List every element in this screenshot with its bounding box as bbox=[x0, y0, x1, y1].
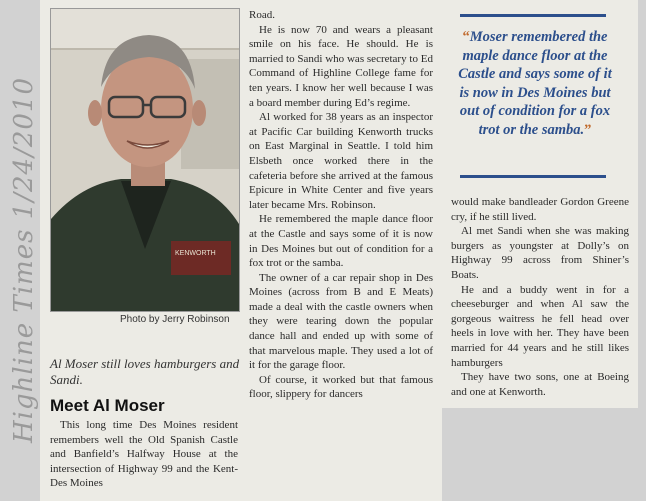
article-column-1 bbox=[50, 418, 238, 491]
paragraph: He and a buddy went in for a cheeseburger and when Al saw the gorgeous waitress he fell head over heels in love with her. They have been married for 44 years and he still likes hamburgers bbox=[451, 283, 629, 369]
paragraph: The owner of a car repair shop in Des Moines (across from B and E Meats) made a deal with the castle owners when they were tearing down the popular dance hall and ended up with some of that marvelous maple. They used a lot of it for the garage floor. bbox=[249, 271, 433, 372]
paragraph: This long time Des Moines resident remembers well the Old Spanish Castle and Banfield’s Halfway House at the intersection of Highway 99 and the Kent-Des Moines bbox=[50, 419, 238, 490]
paragraph: He is now 70 and wears a pleasant smile on his face. He should. He is married to Sandi who was secretary to Ed Command of Highline College fame for ten years. I know her well because I was a board member during Ed’s regime. bbox=[249, 23, 433, 109]
paragraph: Al met Sandi when she was making burgers as youngster at Dolly’s on Highway 99 across from Shiner’s Boats. bbox=[451, 225, 629, 281]
handwritten-note bbox=[4, 76, 44, 444]
portrait-photo bbox=[50, 8, 240, 312]
paragraph: He remembered the maple dance floor at the Castle and says some of it is now in Des Moines but out of condition for a fox trot or the samba. bbox=[249, 213, 433, 270]
pull-quote bbox=[458, 28, 612, 139]
open-quote-mark: “ bbox=[462, 29, 470, 45]
article-column-2 bbox=[249, 8, 433, 402]
photo-credit: Photo by Jerry Robinson bbox=[120, 314, 230, 325]
article-headline: Meet Al Moser bbox=[50, 396, 165, 415]
paragraph: Of course, it worked but that famous floor, slippery for dancers bbox=[249, 373, 433, 401]
pullquote-rule-bottom bbox=[460, 175, 606, 178]
handwritten-date-label: Highline Times 1/24/2010 bbox=[9, 76, 39, 444]
paragraph: would make bandleader Gordon Greene cry, if he still lived. bbox=[451, 196, 629, 223]
pullquote-rule-top bbox=[460, 14, 606, 17]
cap-logo-label: KENWORTH bbox=[175, 250, 216, 257]
paragraph: They have two sons, one at Boeing and one at Kenworth. bbox=[451, 371, 629, 398]
article-column-3 bbox=[451, 195, 629, 399]
photo-caption: Al Moser still loves hamburgers and Sandi. bbox=[50, 356, 240, 387]
paragraph: Al worked for 38 years as an inspector at Pacific Car building Kenworth trucks on East Marginal in Seattle. I told him Elsbeth once worked there in the cafeteria before she arrived at the famous Epicure in White Center and five years later became Mrs. Robinson. bbox=[249, 111, 433, 211]
pull-quote-text: Moser remembered the maple dance floor at the Castle and says some of it is now in Des Moines but out of condition for a fox trot or the samba. bbox=[458, 29, 612, 138]
paragraph: Road. bbox=[249, 9, 275, 21]
close-quote-mark: ” bbox=[584, 121, 592, 138]
portrait-illustration bbox=[51, 9, 239, 311]
